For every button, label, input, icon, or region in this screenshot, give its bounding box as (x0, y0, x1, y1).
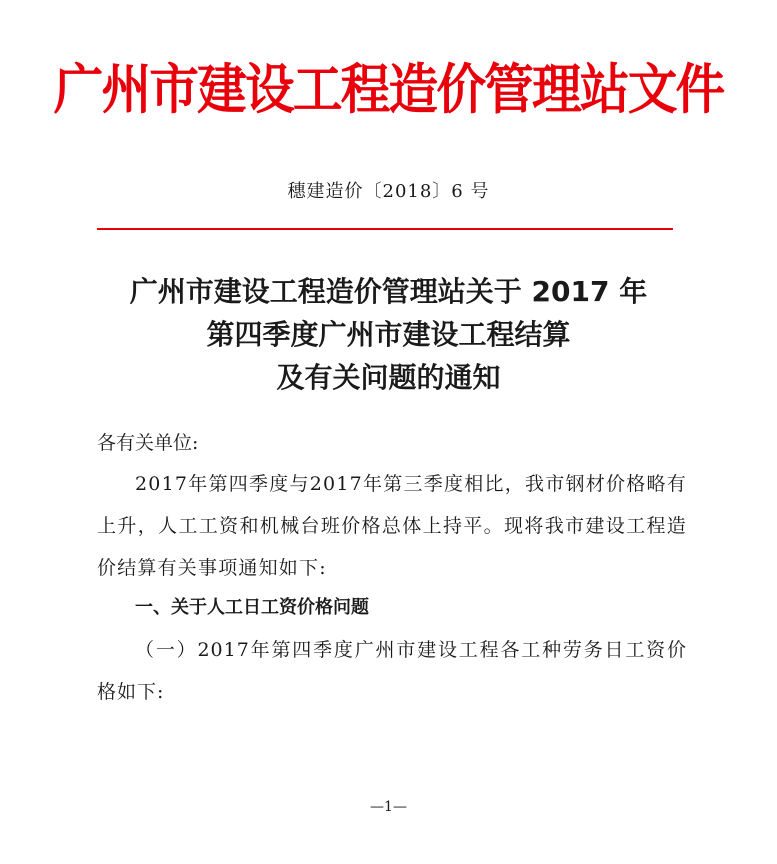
red-divider-line (97, 228, 673, 230)
title-line-2: 第四季度广州市建设工程结算 (206, 318, 571, 351)
subsection-paragraph-1: （一）2017年第四季度广州市建设工程各工种劳务日工资价格如下: (97, 639, 687, 703)
title-line-1: 广州市建设工程造价管理站关于 2017 年 (129, 275, 648, 308)
document-number: 穗建造价〔2018〕6 号 (287, 181, 490, 202)
intro-paragraph: 2017年第四季度与2017年第三季度相比，我市钢材价格略有上升，人工工资和机械台班价格总体上持平。现将我市建设工程造价结算有关事项通知如下: (97, 473, 687, 579)
title-line-3: 及有关问题的通知 (276, 361, 501, 394)
page-number: —1— (370, 799, 407, 815)
section-heading-1: 一、关于人工日工资价格问题 (135, 597, 369, 618)
notice-title (0, 270, 777, 399)
masthead-title: 广州市建设工程造价管理站文件 (53, 58, 724, 121)
salutation: 各有关单位: (97, 432, 199, 454)
